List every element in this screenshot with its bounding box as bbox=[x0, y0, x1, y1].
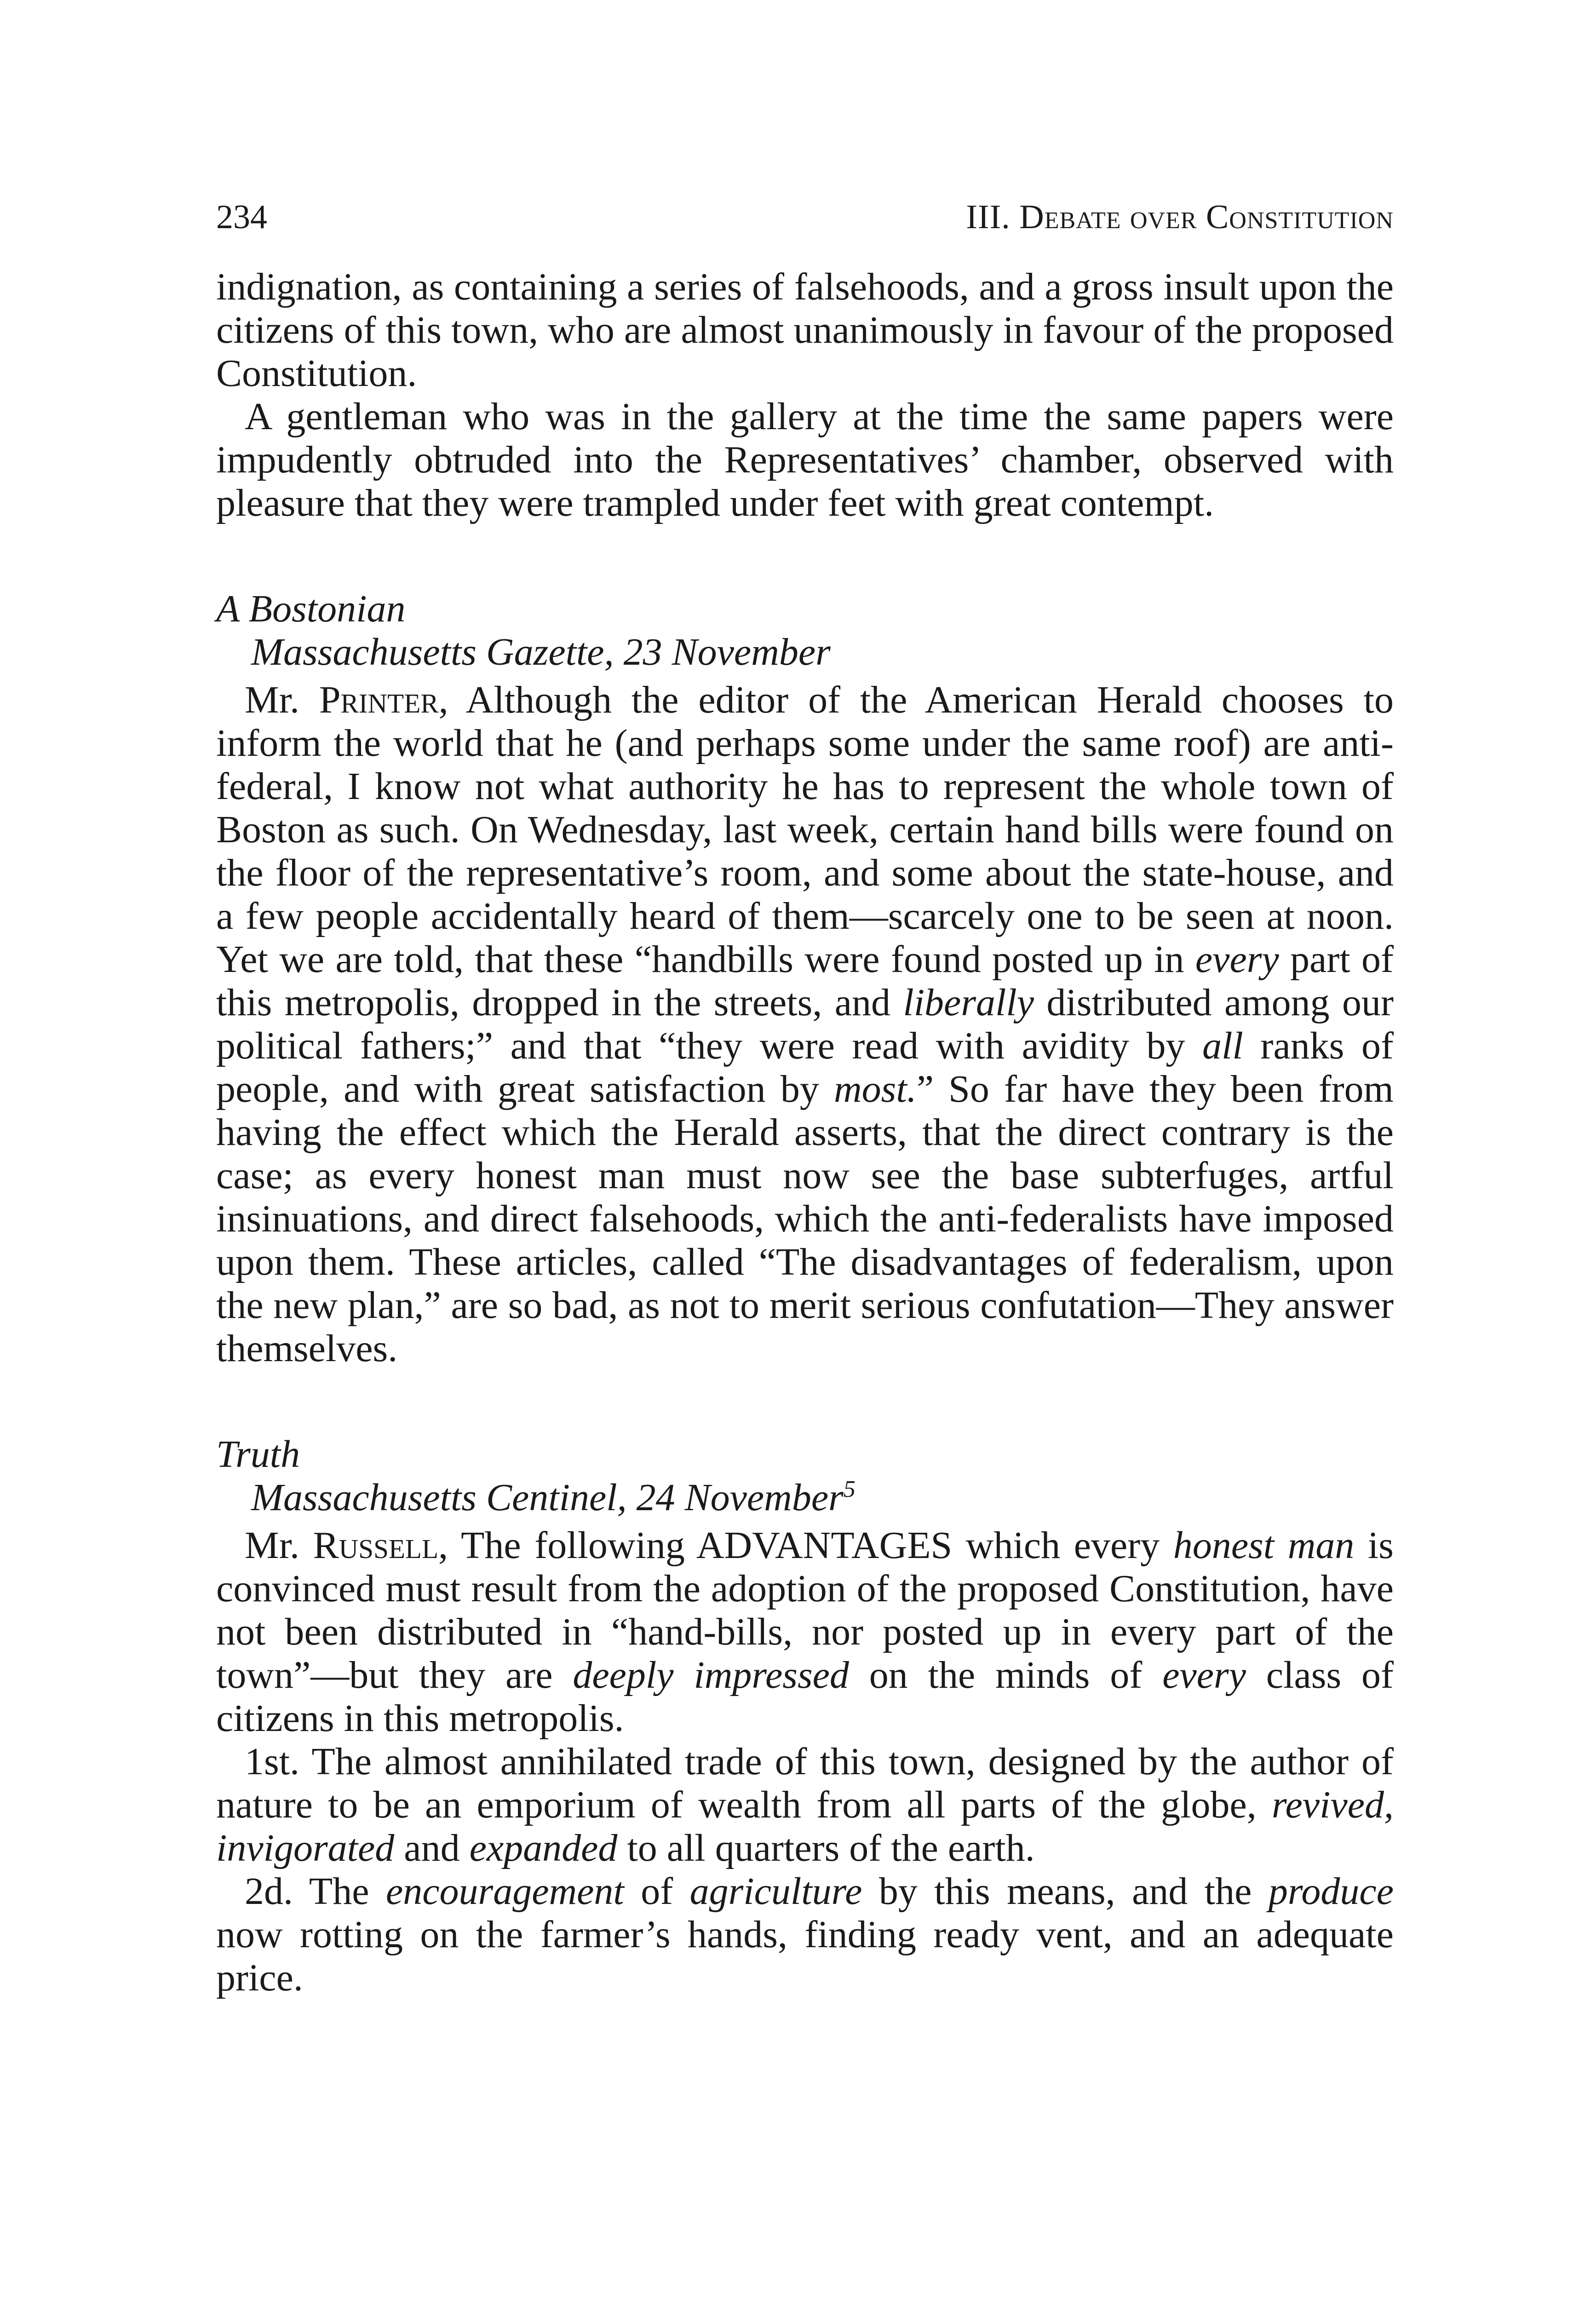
salutation-name: Printer, bbox=[319, 678, 448, 721]
advantage-2 bbox=[216, 1870, 1394, 2000]
text-run: of bbox=[624, 1870, 690, 1913]
text-run: 1st. The almost annihilated trade of this town, designed by the author of nature to be an emporium of wealth from all parts of the globe, bbox=[216, 1740, 1394, 1826]
section-title: III. Debate over Constitution bbox=[966, 198, 1394, 236]
emphasis: deeply impressed bbox=[573, 1654, 849, 1696]
text-run: The following ADVANTAGES which every bbox=[448, 1524, 1173, 1567]
emphasis: revived, invigorated bbox=[216, 1783, 1394, 1869]
emphasis: honest man bbox=[1173, 1524, 1355, 1567]
emphasis: all bbox=[1202, 1024, 1243, 1067]
text-run: class of citizens in this metropolis. bbox=[216, 1654, 1394, 1740]
emphasis: most. bbox=[834, 1068, 917, 1110]
emphasis: every bbox=[1162, 1654, 1246, 1696]
emphasis: liberally bbox=[903, 981, 1034, 1024]
advantage-1 bbox=[216, 1740, 1394, 1870]
emphasis: encouragement bbox=[385, 1870, 624, 1913]
footnote-ref: 5 bbox=[843, 1476, 855, 1502]
truth-letter bbox=[216, 1524, 1394, 1740]
text-run: by this means, and the bbox=[862, 1870, 1269, 1913]
text-run: to all quarters of the earth. bbox=[617, 1827, 1035, 1869]
emphasis: produce bbox=[1268, 1870, 1394, 1913]
running-head bbox=[216, 198, 1394, 237]
source-text: Massachusetts Centinel, 24 November bbox=[251, 1476, 844, 1519]
text-run: now rotting on the farmer’s hands, finding ready vent, and an adequate price. bbox=[216, 1913, 1394, 1999]
text-run: and bbox=[394, 1827, 470, 1869]
emphasis: agriculture bbox=[689, 1870, 862, 1913]
salutation-mr: Mr. bbox=[245, 1524, 300, 1567]
page-number: 234 bbox=[216, 198, 267, 236]
bostonian-letter bbox=[216, 678, 1394, 1370]
text-run: Although the editor of the American Herald chooses to inform the world that he (and perhaps some under the same roof) are anti-federal, I know not what authority he has to represent the whole town of Boston as such. On Wednesday, last week, certain hand bills were found on the floor of the representative’s room, and some about the state-house, and a few people accidentally heard of them—scarcely one to be seen at noon. Yet we are told, that these “handbills were found posted up in bbox=[216, 678, 1394, 981]
intro-paragraph-1: indignation, as containing a series of falsehoods, and a gross insult upon the citizens of this town, who are almost unanimously in favour of the proposed Constitution. bbox=[216, 265, 1394, 395]
salutation-mr: Mr. bbox=[245, 678, 300, 721]
bostonian-author: A Bostonian bbox=[216, 587, 406, 630]
emphasis: every bbox=[1195, 938, 1279, 981]
text-run: 2d. The bbox=[245, 1870, 386, 1913]
text-run: distributed among our political fathers;” and that “they were read with avidity by bbox=[216, 981, 1394, 1067]
book-page bbox=[216, 198, 1394, 2000]
truth-source bbox=[216, 1476, 1394, 1519]
bostonian-source: Massachusetts Gazette, 23 November bbox=[251, 631, 831, 673]
text-run: on the minds of bbox=[849, 1654, 1163, 1696]
text-run: is convinced must result from the adoption of the proposed Constitution, have not been distributed in “hand-bills, nor posted up in every part of the town”—but they are bbox=[216, 1524, 1394, 1696]
text-run: ” So far have they been from having the effect which the Herald asserts, that the direct contrary is the case; as every honest man must now see the base subterfuges, artful insinuations, and direct falsehoods, which the anti-federalists have imposed upon them. These articles, called “The disadvantages of federalism, upon the new plan,” are so bad, as not to merit serious confutation—They answer themselves. bbox=[216, 1068, 1394, 1370]
salutation-name: Russell, bbox=[313, 1524, 448, 1567]
emphasis: expanded bbox=[469, 1827, 618, 1869]
truth-author: Truth bbox=[216, 1433, 300, 1476]
text-run: ranks of people, and with great satisfaction by bbox=[216, 1024, 1394, 1110]
text-run: part of this metropolis, dropped in the streets, and bbox=[216, 938, 1394, 1024]
intro-paragraph-2: A gentleman who was in the gallery at the time the same papers were impudently obtruded into the Representatives’ chamber, observed with pleasure that they were trampled under feet with great contempt. bbox=[216, 395, 1394, 524]
